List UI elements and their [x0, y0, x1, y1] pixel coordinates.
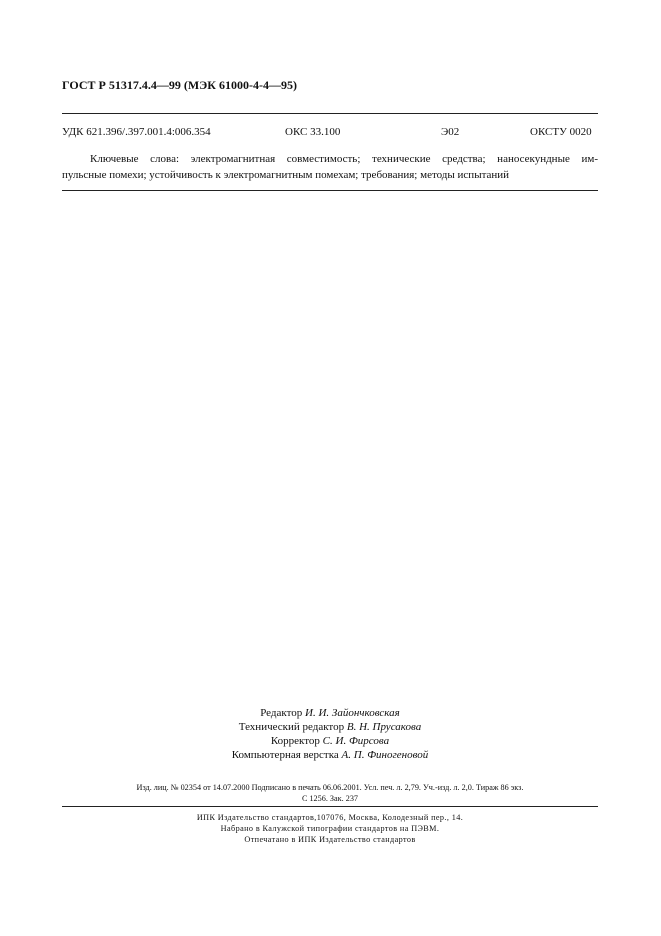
keywords-line-2: пульсные помехи; устойчивость к электромагнитным помехам; требования; методы испытаний	[62, 169, 510, 181]
credits-block	[200, 706, 460, 762]
bottom-divider	[62, 806, 598, 807]
printing-line-2: Набрано в Калужской типографии стандартов на ПЭВМ.	[220, 824, 440, 833]
credit-editor	[200, 706, 460, 720]
keywords-line-1: Ключевые слова: электромагнитная совместимость; технические средства; наносекундные им-	[90, 153, 598, 165]
credit-layout	[200, 748, 460, 762]
credit-editor-name: И. И. Зайончковская	[305, 707, 400, 719]
keywords-paragraph	[62, 151, 598, 183]
e-code: Э02	[441, 126, 460, 138]
printing-line-3: Отпечатано в ИПК Издательство стандартов	[244, 835, 416, 844]
credit-layout-role: Компьютерная верстка	[231, 749, 339, 761]
top-divider	[62, 113, 598, 114]
credit-corrector-role: Корректор	[270, 735, 320, 747]
credit-layout-name: А. П. Финогеновой	[341, 749, 429, 761]
oks-code: ОКС 33.100	[285, 126, 341, 138]
credit-tech-editor-role: Технический редактор	[238, 721, 345, 733]
printing-line-1: ИПК Издательство стандартов,107076, Москва, Колодезный пер., 14.	[196, 813, 464, 822]
okstu-code: ОКСТУ 0020	[530, 126, 592, 138]
credit-corrector-name: С. И. Фирсова	[322, 735, 390, 747]
credit-editor-role: Редактор	[260, 707, 303, 719]
credit-tech-editor-name: В. Н. Прусакова	[346, 721, 422, 733]
keywords-divider	[62, 190, 598, 191]
publication-line-2: С 1256. Зак. 237	[301, 794, 359, 803]
publication-line-1: Изд. лиц. № 02354 от 14.07.2000 Подписано в печать 06.06.2001. Усл. печ. л. 2,79. Уч.-изд. л. 2,0. Тираж 86 экз.	[136, 783, 524, 792]
credit-tech-editor	[200, 720, 460, 734]
udk-code: УДК 621.396/.397.001.4:006.354	[62, 126, 211, 138]
credit-corrector	[200, 734, 460, 748]
document-title: ГОСТ Р 51317.4.4—99 (МЭК 61000-4-4—95)	[62, 78, 297, 92]
